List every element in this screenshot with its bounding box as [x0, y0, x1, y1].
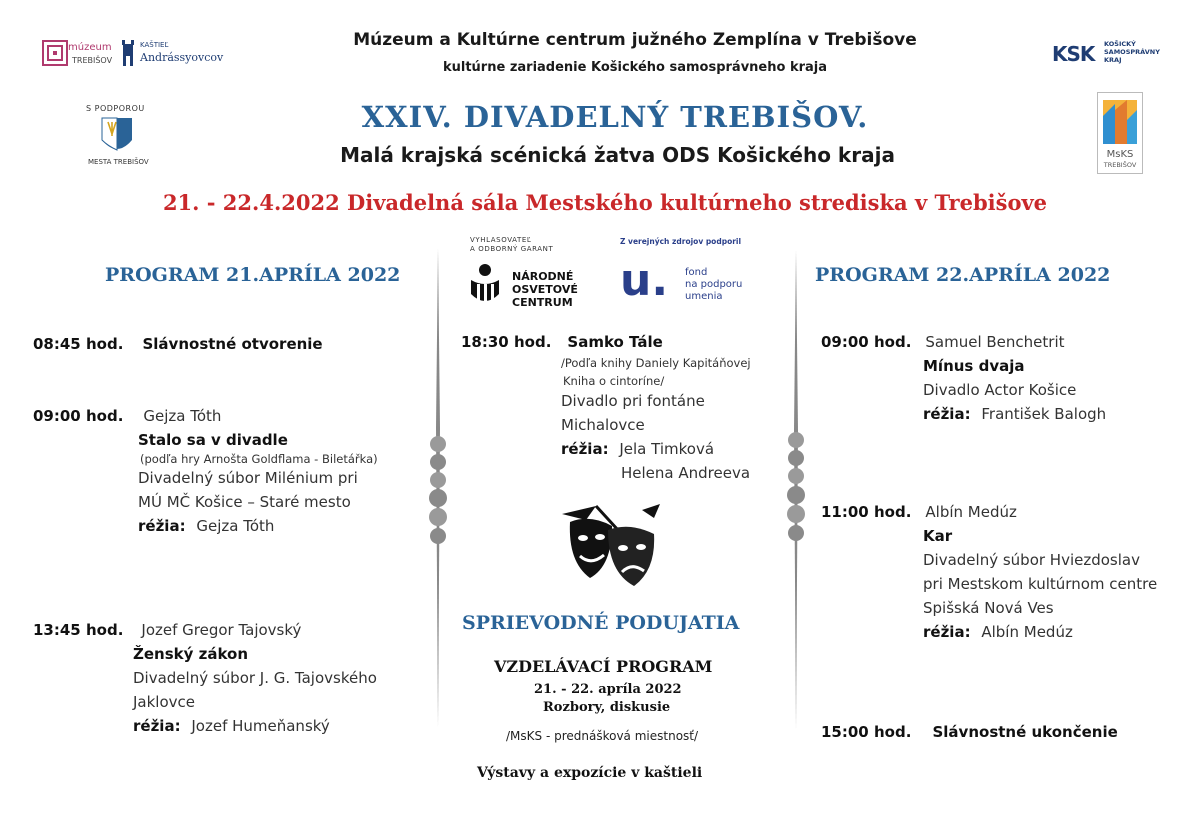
event-rez-label: réžia:: [923, 405, 971, 423]
garant-label-2: A ODBORNÝ GARANT: [470, 245, 554, 253]
event-note: (podľa hry Arnošta Goldflama - Biletářka): [140, 452, 378, 466]
day1-event-4: [461, 330, 781, 485]
muzeum-logo-line1: múzeum: [68, 42, 112, 53]
festival-title: XXIV. DIVADELNÝ TREBIŠOV.: [361, 100, 869, 134]
msks-logo-line1: MsKS: [1106, 149, 1134, 160]
event-time: 18:30 hod.: [461, 333, 552, 351]
msks-logo-icon: [1099, 96, 1141, 146]
event-author: Albín Medúz: [925, 503, 1017, 521]
event-rez-name: Jozef Humeňanský: [191, 717, 330, 735]
event-title: Samko Tále: [567, 333, 663, 351]
edu-program-desc: Rozbory, diskusie: [543, 700, 671, 715]
left-divider: [423, 248, 453, 728]
event-ensemble-3: Spišská Nová Ves: [923, 599, 1054, 617]
event-author: Samuel Benchetrit: [925, 333, 1065, 351]
event-rez-name: František Balogh: [981, 405, 1107, 423]
organizer-subline: kultúrne zariadenie Košického samosprávneho kraja: [442, 60, 828, 75]
event-ensemble-2: Michalovce: [561, 416, 645, 434]
event-time: 08:45 hod.: [33, 335, 124, 353]
event-ensemble-1: Divadlo pri fontáne: [561, 392, 705, 410]
event-ensemble-2: Jaklovce: [133, 693, 195, 711]
day2-heading: PROGRAM 22.APRÍLA 2022: [815, 264, 1111, 286]
day2-event-1: [821, 330, 1191, 426]
event-ensemble-1: Divadelný súbor Milénium pri: [138, 469, 358, 487]
event-rez-label: réžia:: [138, 517, 186, 535]
event-note-1: /Podľa knihy Daniely Kapitáňovej: [561, 356, 751, 370]
city-seal-bottom-text: MESTA TREBIŠOV: [88, 158, 149, 166]
day1-heading: PROGRAM 21.APRÍLA 2022: [105, 264, 401, 286]
theater-masks-icon: [556, 500, 666, 590]
event-rez-label: réžia:: [133, 717, 181, 735]
event-ensemble-1: Divadlo Actor Košice: [923, 381, 1077, 399]
muzeum-logo-line2: TREBIŠOV: [72, 56, 113, 65]
day2-event-3: [821, 720, 1191, 744]
event-author: Jozef Gregor Tajovský: [141, 621, 302, 639]
fond-line-1: fond: [685, 267, 708, 278]
event-time: 11:00 hod.: [821, 503, 912, 521]
accompanying-heading: SPRIEVODNÉ PODUJATIA: [462, 612, 740, 634]
day1-event-1: [33, 332, 413, 356]
ksk-logo-line3: KRAJ: [1104, 56, 1122, 64]
event-rez-name: Gejza Tóth: [196, 517, 275, 535]
event-title: Mínus dvaja: [923, 357, 1025, 375]
festival-dateline: 21. - 22.4.2022 Divadelná sála Mestského kultúrneho strediska v Trebišove: [162, 190, 1048, 215]
msks-logo-line2: TREBIŠOV: [1103, 161, 1137, 169]
event-title: Stalo sa v divadle: [138, 431, 288, 449]
ksk-logo: [1052, 38, 1162, 72]
organizer-line: Múzeum a Kultúrne centrum južného Zemplína v Trebišove: [353, 30, 917, 50]
event-ensemble-1: Divadelný súbor Hviezdoslav: [923, 551, 1140, 569]
msks-logo: [1097, 92, 1143, 174]
event-title: Slávnostné ukončenie: [932, 723, 1118, 741]
event-ensemble-2: pri Mestskom kultúrnom centre: [923, 575, 1158, 593]
event-rez-name-1: Jela Timková: [619, 440, 715, 458]
event-time: 09:00 hod.: [33, 407, 124, 425]
ksk-logo-mark: KSK: [1052, 42, 1095, 66]
city-seal-top-text: S PODPOROU: [86, 104, 145, 113]
day1-event-3: [33, 618, 423, 738]
right-divider: [781, 250, 811, 730]
event-time: 09:00 hod.: [821, 333, 912, 351]
event-rez-label: réžia:: [561, 440, 609, 458]
day2-event-2: [821, 500, 1191, 644]
edu-program-title: VZDELÁVACÍ PROGRAM: [494, 657, 713, 676]
ksk-logo-line2: SAMOSPRÁVNY: [1104, 48, 1160, 56]
kastiel-logo-line1: KAŠTIEĽ: [140, 41, 169, 49]
noc-line-3: CENTRUM: [512, 296, 573, 309]
event-ensemble-2: MÚ MČ Košice – Staré mesto: [138, 493, 351, 511]
event-author: Gejza Tóth: [143, 407, 222, 425]
event-rez-label: réžia:: [923, 623, 971, 641]
event-time: 15:00 hod.: [821, 723, 912, 741]
event-rez-name: Albín Medúz: [981, 623, 1073, 641]
noc-line-1: NÁRODNÉ: [512, 270, 574, 283]
kastiel-logo-line2: Andrássyovcov: [140, 51, 224, 64]
event-ensemble-1: Divadelný súbor J. G. Tajovského: [133, 669, 377, 687]
event-title: Ženský zákon: [133, 645, 249, 663]
exhibitions-line: Výstavy a expozície v kaštieli: [477, 765, 703, 781]
garant-label-1: VYHLASOVATEĽ: [470, 236, 532, 244]
fond-line-2: na podporu: [685, 279, 743, 290]
noc-logo-icon: [467, 262, 503, 308]
edu-program-place: /MsKS - prednášková miestnosť/: [506, 729, 699, 743]
fond-line-3: umenia: [685, 291, 723, 302]
fond-label: Z verejných zdrojov podporil: [620, 237, 742, 246]
event-note-2: Kniha o cintoríne/: [563, 374, 665, 388]
day1-event-2: [33, 404, 423, 538]
fond-mark: u.: [620, 255, 669, 306]
noc-line-2: OSVETOVÉ: [512, 283, 578, 296]
edu-program-dates: 21. - 22. apríla 2022: [534, 682, 682, 697]
ksk-logo-line1: KOŠICKÝ: [1104, 40, 1136, 48]
event-title: Kar: [923, 527, 953, 545]
event-rez-name-2: Helena Andreeva: [621, 464, 751, 482]
event-time: 13:45 hod.: [33, 621, 124, 639]
event-title: Slávnostné otvorenie: [142, 335, 323, 353]
festival-subtitle: Malá krajská scénická žatva ODS Košického kraja: [340, 143, 895, 167]
